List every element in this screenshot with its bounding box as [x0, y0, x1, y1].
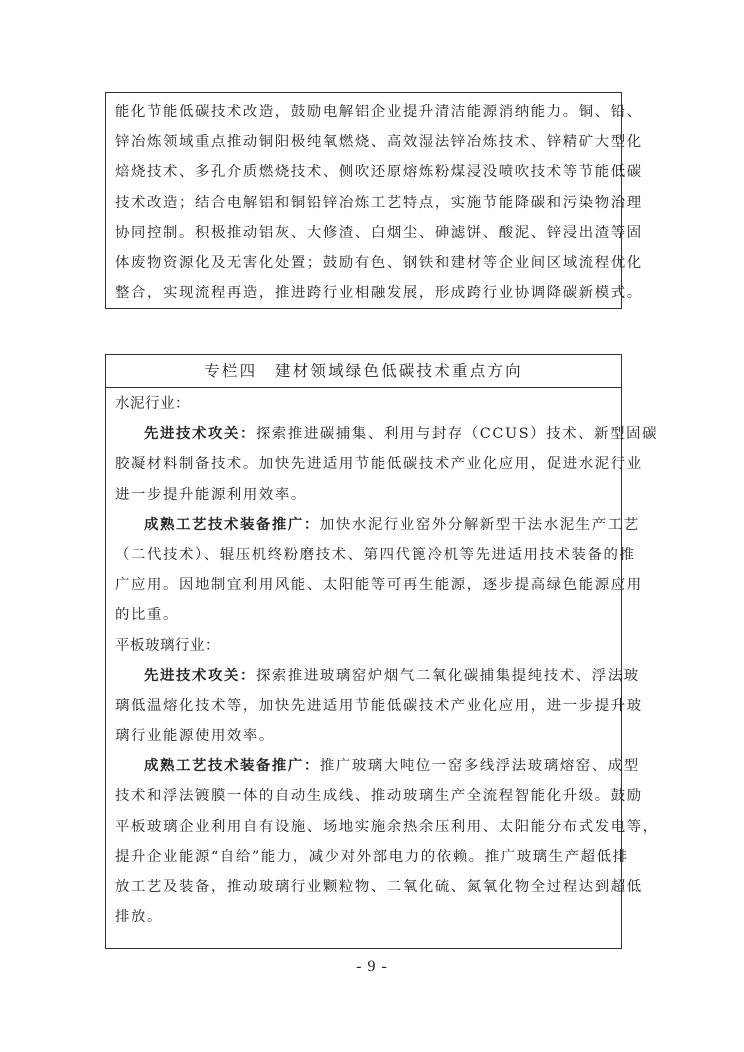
- text-line: 胶凝材料制备技术。加快先进适用节能低碳技术产业化应用，促进水泥行业: [115, 456, 643, 473]
- text-line: 体废物资源化及无害化处置；鼓励有色、钢铁和建材等企业间区域流程优化: [115, 254, 643, 271]
- text-line: 平板玻璃企业利用自有设施、场地实施余热余压利用、太阳能分布式发电等，: [115, 818, 659, 835]
- text-line: 技术改造；结合电解铝和铜铅锌冶炼工艺特点，实施节能降碳和污染物治理: [115, 194, 643, 211]
- paragraph-lead: 成熟工艺技术装备推广：: [144, 757, 320, 775]
- paragraph-lead: 成熟工艺技术装备推广：: [144, 515, 320, 533]
- text-line: 锌冶炼领域重点推动铜阳极纯氧燃烧、高效湿法锌冶炼技术、锌精矿大型化: [115, 134, 643, 151]
- text-line: 整合，实现流程再造，推进跨行业相融发展，形成跨行业协调降碳新模式。: [115, 285, 643, 302]
- text-line: 放工艺及装备，推动玻璃行业颗粒物、二氧化硫、氮氧化物全过程达到超低: [115, 879, 643, 895]
- text-line: 排放。: [115, 909, 163, 926]
- text-line: 协同控制。积极推动铝灰、大修渣、白烟尘、砷滤饼、酸泥、锌浸出渣等固: [115, 224, 643, 241]
- text-line: 的比重。: [115, 607, 179, 624]
- section-heading-cement: 水泥行业：: [115, 396, 190, 412]
- text-line: 能化节能低碳技术改造，鼓励电解铝企业提升清洁能源消纳能力。铜、铅、: [115, 104, 643, 120]
- paragraph-text: 加快水泥行业窑外分解新型干法水泥生产工艺: [319, 516, 640, 533]
- text-line: 广应用。因地制宜利用风能、太阳能等可再生能源，逐步提高绿色能源应用: [115, 577, 643, 594]
- box-title: 专栏四 建材领域绿色低碳技术重点方向: [106, 355, 621, 388]
- paragraph-lead: 先进技术攻关：: [144, 425, 256, 443]
- text-line: 璃低温熔化技术等，加快先进适用节能低碳技术产业化应用，进一步提升玻: [115, 697, 643, 714]
- paragraph-text: 推广玻璃大吨位一窑多线浮法玻璃熔窑、成型: [319, 758, 640, 775]
- paragraph-first-line: [115, 510, 640, 540]
- text-line: 焙烧技术、多孔介质燃烧技术、侧吹还原熔炼粉煤浸没喷吹技术等节能低碳: [115, 164, 643, 181]
- paragraph-first-line: [115, 751, 640, 781]
- paragraph-lead: 先进技术攻关：: [144, 666, 256, 684]
- text-line: 璃行业能源使用效率。: [115, 728, 275, 745]
- column-four-box: [105, 354, 659, 949]
- paragraph-first-line: [115, 661, 640, 691]
- continued-text-box: [105, 92, 643, 309]
- text-line: （二代技术）、辊压机终粉磨技术、第四代篦冷机等先进适用技术装备的推: [115, 546, 636, 563]
- text-line: 提升企业能源“自给”能力，减少对外部电力的依赖。推广玻璃生产超低排: [115, 848, 629, 865]
- page-number: - 9 -: [356, 958, 388, 975]
- paragraph-text: 探索推进碳捕集、利用与封存（CCUS）技术、新型固碳: [255, 426, 659, 443]
- paragraph-first-line: [115, 419, 659, 449]
- paragraph-text: 探索推进玻璃窑炉烟气二氧化碳捕集提纯技术、浮法玻: [255, 667, 640, 684]
- box-body: [106, 388, 659, 932]
- section-heading-glass: 平板玻璃行业：: [115, 637, 220, 654]
- text-line: 技术和浮法镀膜一体的自动生成线、推动玻璃生产全流程智能化升级。鼓励: [115, 788, 643, 805]
- text-line: 进一步提升能源利用效率。: [115, 486, 307, 503]
